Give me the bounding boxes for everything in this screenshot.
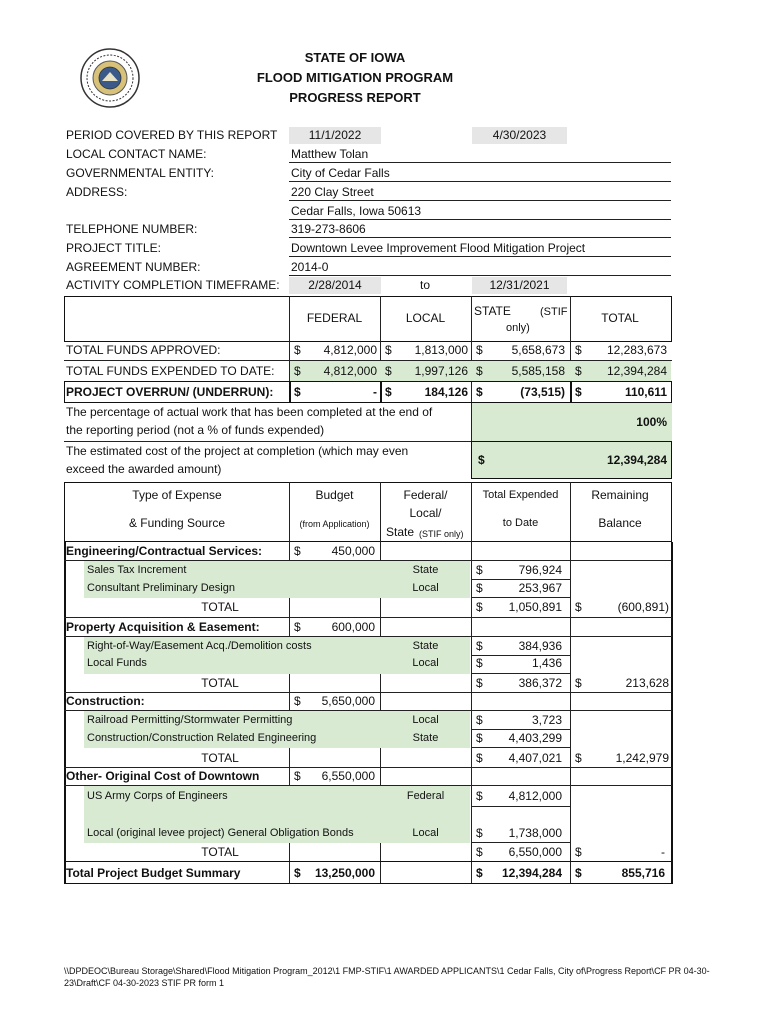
dollar-sign: $ xyxy=(575,600,582,614)
summary-label: Total Project Budget Summary xyxy=(66,866,241,880)
prop-item-2: Local Funds xyxy=(87,657,147,669)
h-fed-3-sub: (STIF only) xyxy=(419,529,464,539)
dollar-sign: $ xyxy=(294,769,301,783)
approved-local: 1,813,000 xyxy=(414,343,468,357)
estimate-label-2: exceed the awarded amount) xyxy=(66,462,222,476)
h-type: Type of Expense xyxy=(132,488,222,502)
con-budget: 5,650,000 xyxy=(321,694,375,708)
footer-file-path: \\DPDEOC\Bureau Storage\Shared\Flood Mitigation Program_2012\1 FMP-STIF\1 AWARDED APPLICANTS\1 Cedar Falls, City of\Progress Report\CF PR 04-30-23\Draft\CF 04-30-2023 STIF PR form 1 xyxy=(64,966,710,988)
approved-total: 12,283,673 xyxy=(606,343,667,357)
col-state-stif: (STIF xyxy=(540,306,568,318)
dollar-sign: $ xyxy=(575,385,582,399)
expended-total: 12,394,284 xyxy=(606,364,667,378)
dollar-sign: $ xyxy=(476,581,483,595)
eng-label: Engineering/Contractual Services: xyxy=(66,544,263,558)
activity-label: ACTIVITY COMPLETION TIMEFRAME: xyxy=(66,278,280,292)
dollar-sign: $ xyxy=(385,385,392,399)
period-end: 4/30/2023 xyxy=(492,128,547,142)
prop-item-1: Right-of-Way/Easement Acq./Demolition costs xyxy=(87,640,312,652)
phone-value: 319-273-8606 xyxy=(291,222,366,236)
dollar-sign: $ xyxy=(478,453,485,467)
dollar-sign: $ xyxy=(294,343,301,357)
eng-total: 1,050,891 xyxy=(508,600,562,614)
col-state-only: only) xyxy=(506,322,530,334)
activity-to: to xyxy=(419,278,430,292)
expended-state: 5,585,158 xyxy=(511,364,565,378)
con-balance: 1,242,979 xyxy=(615,751,669,765)
percent-value: 100% xyxy=(636,415,667,429)
state-seal-icon xyxy=(80,48,140,108)
address-line-1: 220 Clay Street xyxy=(291,185,374,199)
address-label: ADDRESS: xyxy=(66,185,128,199)
dollar-sign: $ xyxy=(575,845,582,859)
activity-start: 2/28/2014 xyxy=(308,278,362,292)
oth-item-2-source: Local xyxy=(412,827,439,839)
entity-label: GOVERNMENTAL ENTITY: xyxy=(66,166,215,180)
overrun-federal: - xyxy=(373,385,377,399)
eng-budget: 450,000 xyxy=(331,544,375,558)
h-remaining-1: Remaining xyxy=(591,488,649,502)
dollar-sign: $ xyxy=(476,385,483,399)
dollar-sign: $ xyxy=(476,731,483,745)
prop-item-1-amount: 384,936 xyxy=(518,639,562,653)
summary-expended: 12,394,284 xyxy=(501,866,562,880)
prop-item-2-amount: 1,436 xyxy=(531,656,562,670)
overrun-total: 110,611 xyxy=(624,385,667,399)
oth-balance: - xyxy=(661,845,665,859)
prop-label: Property Acquisition & Easement: xyxy=(66,620,260,634)
prop-item-2-source: Local xyxy=(412,657,439,669)
prop-balance: 213,628 xyxy=(625,676,669,690)
dollar-sign: $ xyxy=(385,364,392,378)
oth-total-label: TOTAL xyxy=(201,845,239,859)
oth-total: 6,550,000 xyxy=(508,845,562,859)
col-state: STATE xyxy=(474,304,511,318)
summary-balance: 855,716 xyxy=(621,866,665,880)
dollar-sign: $ xyxy=(476,713,483,727)
dollar-sign: $ xyxy=(476,789,483,803)
dollar-sign: $ xyxy=(575,676,582,690)
eng-balance: (600,891) xyxy=(617,600,669,614)
con-item-1-source: Local xyxy=(412,714,439,726)
h-fed-1: Federal/ xyxy=(403,488,448,502)
address-line-2: Cedar Falls, Iowa 50613 xyxy=(291,204,422,218)
oth-item-2: Local (original levee project) General Obligation Bonds xyxy=(87,827,354,839)
h-expended-1: Total Expended xyxy=(482,489,559,501)
expended-local: 1,997,126 xyxy=(414,364,468,378)
dollar-sign: $ xyxy=(575,364,582,378)
summary-budget: 13,250,000 xyxy=(314,866,375,880)
overrun-label: PROJECT OVERRUN/ (UNDERRUN): xyxy=(66,385,274,399)
con-total-label: TOTAL xyxy=(201,751,239,765)
dollar-sign: $ xyxy=(476,639,483,653)
expended-federal: 4,812,000 xyxy=(323,364,377,378)
overrun-local: 184,126 xyxy=(424,385,468,399)
con-item-1: Railroad Permitting/Stormwater Permitting xyxy=(87,714,293,726)
dollar-sign: $ xyxy=(575,866,582,880)
prop-total-label: TOTAL xyxy=(201,676,239,690)
dollar-sign: $ xyxy=(575,751,582,765)
h-budget-sub: (from Application) xyxy=(299,519,370,529)
eng-item-2-source: Local xyxy=(412,582,439,594)
prop-budget: 600,000 xyxy=(331,620,375,634)
percent-label-2: the reporting period (not a % of funds expended) xyxy=(66,423,325,437)
eng-item-1: Sales Tax Increment xyxy=(87,564,187,576)
con-label: Construction: xyxy=(66,694,145,708)
title-line-1: STATE OF IOWA xyxy=(304,50,406,65)
dollar-sign: $ xyxy=(294,385,301,399)
entity-value: City of Cedar Falls xyxy=(291,166,390,180)
dollar-sign: $ xyxy=(294,364,301,378)
dollar-sign: $ xyxy=(294,694,301,708)
con-item-2: Construction/Construction Related Engineering xyxy=(87,732,317,744)
dollar-sign: $ xyxy=(476,343,483,357)
agreement-label: AGREEMENT NUMBER: xyxy=(66,260,201,274)
dollar-sign: $ xyxy=(476,676,483,690)
col-local: LOCAL xyxy=(405,311,446,325)
h-fed-3: State xyxy=(386,525,415,539)
dollar-sign: $ xyxy=(575,343,582,357)
agreement-value: 2014-0 xyxy=(291,260,329,274)
contact-value: Matthew Tolan xyxy=(291,147,369,161)
dollar-sign: $ xyxy=(476,866,483,880)
percent-label-1: The percentage of actual work that has been completed at the end of xyxy=(66,405,433,419)
eng-item-2: Consultant Preliminary Design xyxy=(87,582,235,594)
con-item-2-amount: 4,403,299 xyxy=(508,731,562,745)
h-remaining-2: Balance xyxy=(598,516,642,530)
period-start: 11/1/2022 xyxy=(308,128,362,142)
h-expended-2: to Date xyxy=(502,517,539,529)
oth-item-1-source: Federal xyxy=(406,790,445,802)
estimate-label-1: The estimated cost of the project at completion (which may even xyxy=(66,444,409,458)
title-line-3: PROGRESS REPORT xyxy=(289,90,421,105)
dollar-sign: $ xyxy=(476,845,483,859)
approved-label: TOTAL FUNDS APPROVED: xyxy=(66,343,221,357)
h-budget: Budget xyxy=(315,488,354,502)
col-federal: FEDERAL xyxy=(306,311,363,325)
dollar-sign: $ xyxy=(385,343,392,357)
eng-item-1-amount: 796,924 xyxy=(518,563,562,577)
eng-total-label: TOTAL xyxy=(201,600,239,614)
prop-total: 386,372 xyxy=(518,676,562,690)
project-value: Downtown Levee Improvement Flood Mitigation Project xyxy=(291,241,586,255)
eng-item-2-amount: 253,967 xyxy=(518,581,562,595)
dollar-sign: $ xyxy=(476,751,483,765)
oth-item-1: US Army Corps of Engineers xyxy=(87,790,228,802)
h-fed-2: Local/ xyxy=(409,506,442,520)
dollar-sign: $ xyxy=(476,656,483,670)
col-total: TOTAL xyxy=(601,311,639,325)
con-item-1-amount: 3,723 xyxy=(531,713,562,727)
con-item-2-source: State xyxy=(412,732,439,744)
dollar-sign: $ xyxy=(476,563,483,577)
oth-label: Other- Original Cost of Downtown xyxy=(66,769,260,783)
contact-label: LOCAL CONTACT NAME: xyxy=(66,147,207,161)
estimate-value: 12,394,284 xyxy=(606,453,667,467)
overrun-state: (73,515) xyxy=(520,385,565,399)
dollar-sign: $ xyxy=(476,364,483,378)
prop-item-1-source: State xyxy=(412,640,439,652)
approved-state: 5,658,673 xyxy=(511,343,565,357)
phone-label: TELEPHONE NUMBER: xyxy=(66,222,198,236)
approved-federal: 4,812,000 xyxy=(323,343,377,357)
title-line-2: FLOOD MITIGATION PROGRAM xyxy=(256,70,454,85)
eng-item-1-source: State xyxy=(412,564,439,576)
expended-label: TOTAL FUNDS EXPENDED TO DATE: xyxy=(66,364,275,378)
oth-budget: 6,550,000 xyxy=(321,769,375,783)
dollar-sign: $ xyxy=(476,600,483,614)
dollar-sign: $ xyxy=(294,544,301,558)
project-label: PROJECT TITLE: xyxy=(66,241,161,255)
h-funding: & Funding Source xyxy=(128,516,226,530)
oth-item-1-amount: 4,812,000 xyxy=(508,789,562,803)
dollar-sign: $ xyxy=(294,866,301,880)
con-total: 4,407,021 xyxy=(508,751,562,765)
dollar-sign: $ xyxy=(476,826,483,840)
activity-end: 12/31/2021 xyxy=(489,278,550,292)
dollar-sign: $ xyxy=(294,620,301,634)
period-label: PERIOD COVERED BY THIS REPORT xyxy=(66,128,278,142)
oth-item-2-amount: 1,738,000 xyxy=(508,826,562,840)
